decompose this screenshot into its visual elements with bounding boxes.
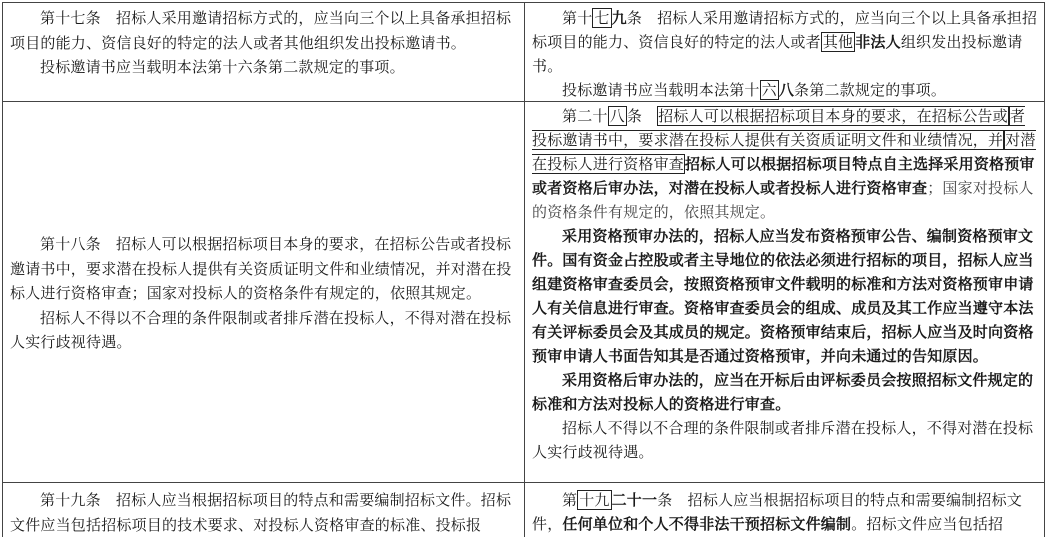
table-border-right: [1044, 2, 1045, 537]
inserted-text: 九: [611, 9, 627, 27]
inserted-text: 八: [778, 81, 795, 99]
row2-left-cell: [10, 232, 519, 362]
table-border-top: [2, 2, 1045, 3]
table-column-divider: [524, 2, 525, 537]
table-row-divider: [2, 482, 1045, 483]
article-20-new-p2: 采用资格预审办法的，招标人应当发布资格预审公告、编制资格预审文件。国有资金占控股或者主导地位的依法必须进行招标的项目，招标人应当组建资格审查委员会，按照资格预审文件载明的标准和方法对资格预审申请人有关信息进行审查。资格审查委员会的组成、成员及其工作应当遵守本法有关评标委员会及其成员的规定。资格预审结束后，招标人应当及时向资格预审申请人书面告知其是否通过资格预审，并向未通过的告知原因。: [532, 227, 1034, 365]
inserted-text: 非法人: [855, 33, 901, 51]
deleted-mark: 其他: [822, 33, 854, 51]
inserted-text: 二十一: [611, 491, 658, 509]
inserted-text: 任何单位和个人不得非法干预招标文件编制: [562, 515, 852, 533]
row3-left-cell: [10, 488, 519, 537]
table-row-divider: [2, 101, 1045, 102]
article-19-new: 第十 七 九条 招标人采用邀请招标方式的，应当向三个以上具备承担招标项目的能力、资信良好的特定的法人或者 其他 非法人组织发出投标邀请书。: [532, 9, 1038, 75]
article-19-new-p2: 投标邀请书应当载明本法第十 六 八条第二款规定的事项。: [562, 81, 947, 99]
article-19-old: 第十九条 招标人应当根据招标项目的特点和需要编制招标文件。招标文件应当包括招标项目的技术要求、对投标人资格审查的标准、投标报: [10, 491, 512, 534]
deleted-mark: 十九: [579, 491, 610, 509]
deleted-mark: 七: [594, 9, 610, 27]
row3-right-cell: [532, 488, 1040, 537]
article-20-new-p4: 招标人不得以不合理的条件限制或者排斥潜在投标人，不得对潜在投标人实行歧视待遇。: [532, 419, 1034, 461]
row1-right-cell: [532, 6, 1040, 100]
deleted-mark: 八: [609, 107, 625, 125]
row1-left-cell: [10, 6, 519, 100]
article-18-old: 第十八条 招标人可以根据招标项目本身的要求，在招标公告或者投标邀请书中，要求潜在投标人提供有关资质证明文件和业绩情况，并对潜在投标人进行资格审查；国家对投标人的资格条件有规定的，依照其规定。: [10, 235, 512, 302]
article-21-new: 第 十九 二十一条 招标人应当根据招标项目的特点和需要编制招标文件，任何单位和个人不得非法干预招标文件编制。招标文件应当包括招: [532, 491, 1023, 533]
deleted-mark: 六: [761, 81, 777, 99]
article-17-old: 第十七条 招标人采用邀请招标方式的，应当向三个以上具备承担招标项目的能力、资信良好的特定的法人或者其他组织发出投标邀请书。: [10, 9, 512, 52]
table-border-left: [2, 2, 3, 537]
deleted-passage: 者投标邀请书中，要求潜在投标人提供有关资质证明文件和业绩情况，并: [532, 107, 1026, 149]
article-18-old-p2: 招标人不得以不合理的条件限制或者排斥潜在投标人，不得对潜在投标人实行歧视待遇。: [10, 308, 512, 351]
deleted-passage: 招标人可以根据招标项目本身的要求，在招标公告或: [658, 107, 1008, 125]
article-17-old-p2: 投标邀请书应当载明本法第十六条第二款规定的事项。: [40, 58, 405, 76]
article-20-new-p3: 采用资格后审办法的，应当在开标后由评标委员会按照招标文件规定的标准和方法对投标人的资格进行审查。: [532, 371, 1034, 413]
article-20-new: 第二十 八 条 招标人可以根据招标项目本身的要求，在招标公告或 者投标邀请书中，要求潜在投标人提供有关资质证明文件和业绩情况，并 对潜在投标人进行资格审查招标人可以根据招标项目特点自主选择采用资格预审或者资格后审办法，对潜在投标人或者投标人进行资格审查；国家对投标人的资格条件有规定的，依照其规定。: [532, 107, 1036, 221]
row2-right-cell: [532, 104, 1040, 482]
deleted-passage: 对潜在投标人进行资格审查: [532, 131, 1036, 173]
inserted-text: 招标人可以根据招标项目特点自主选择采用资格预审或者资格后审办法，对潜在投标人或者投标人进行资格审查: [532, 155, 1035, 197]
